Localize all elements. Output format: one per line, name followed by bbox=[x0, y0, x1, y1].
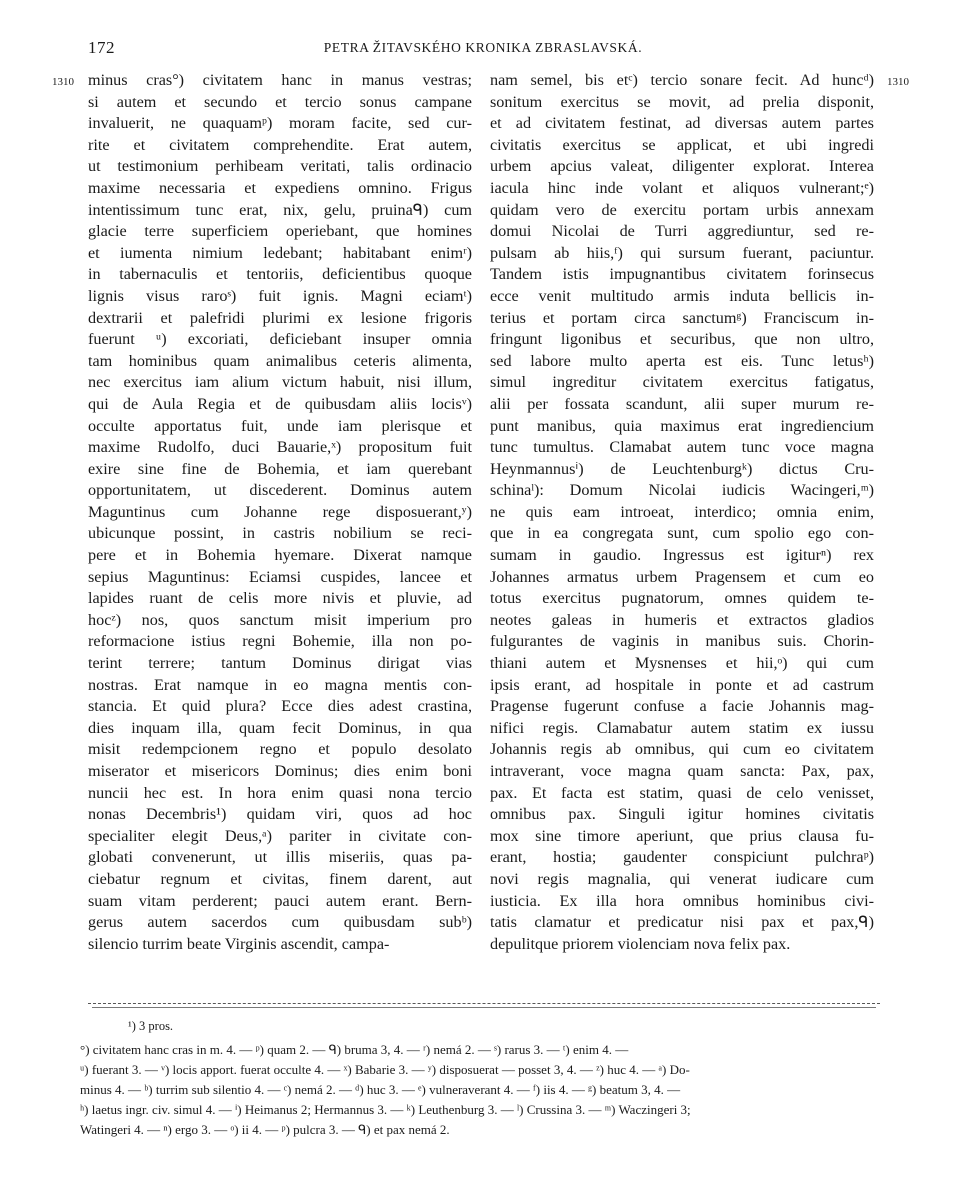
text-line: tam hominibus quam animalibus ceteris alimenta, bbox=[88, 351, 472, 370]
variant-note-line: °) civitatem hanc cras in m. 4. — ᵖ) quam 2. — ᑫ) bruma 3, 4. — ʳ) nemá 2. — ˢ) rarus 3. — ᵗ) enim 4. — bbox=[80, 1042, 629, 1057]
text-line: sed labore multo aperta est eis. Tunc letusʰ) bbox=[490, 351, 874, 370]
footnote-1: ¹) 3 pros. bbox=[128, 1019, 174, 1033]
text-line: Johannis regis ab omnibus, qui cum eo civitatem bbox=[490, 740, 874, 759]
text-line: terius et portam circa sanctumᵍ) Franciscum in- bbox=[490, 308, 874, 327]
text-line: misit redempcionem regno et populo desolato bbox=[88, 740, 472, 759]
text-line: intraverant, voce magna quam sancta: Pax, pax, bbox=[490, 762, 874, 780]
text-line: thiani autem et Mysnenses et hii,ᵒ) qui cum bbox=[490, 654, 874, 673]
variant-note-line: ʰ) laetus ingr. civ. simul 4. — ⁱ) Heimanus 2; Hermannus 3. — ᵏ) Leuthenburg 3. — ˡ) Crussina 3. — ᵐ) Waczingeri 3; bbox=[80, 1102, 691, 1117]
text-line: Johannes armatus urbem Pragensem et cum eo bbox=[490, 567, 874, 586]
text-line: suam vitam perderent; pauci autem erant. Bern- bbox=[88, 891, 472, 910]
right-text-column bbox=[490, 70, 874, 955]
footnote-separator-solid bbox=[92, 1007, 876, 1008]
text-line: Tandem istis impugnantibus civitatem forinsecus bbox=[490, 265, 874, 284]
text-line: globati convenerunt, ut illis miseriis, quas pa- bbox=[88, 848, 472, 867]
variant-note-line: minus 4. — ᵇ) turrim sub silentio 4. — ᶜ) nemá 2. — ᵈ) huc 3. — ᵉ) vulneraverant 4. — ᶠ) iis 4. — ᵍ) beatum 3, 4. — bbox=[80, 1082, 681, 1097]
text-line: novi regis magnalia, qui venerat iudicare cum bbox=[490, 869, 874, 888]
left-text-column bbox=[88, 70, 472, 955]
text-line: schinaˡ): Domum Nicolai iudicis Wacingeri,ᵐ) bbox=[490, 481, 874, 500]
text-line: ne quis eam introeat, interdico; omnia enim, bbox=[490, 502, 874, 521]
text-line: simul ingreditur civitatem exercitus fatigatus, bbox=[490, 373, 874, 392]
variant-note-line: ᵘ) fuerant 3. — ᵛ) locis apport. fuerat occulte 4. — ˣ) Babarie 3. — ʸ) disposuerat — posset 3, 4. — ᶻ) huc 4. — ᵃ) Do- bbox=[80, 1062, 690, 1077]
text-line: iusticia. Ex illa hora omnibus hominibus civi- bbox=[490, 891, 874, 910]
text-line: dextrarii et palefridi plurimi ex lesione frigoris bbox=[88, 308, 472, 327]
text-line: sepius Maguntinus: Eciamsi cuspides, lancee et bbox=[88, 567, 472, 586]
text-line: fulgurantes de vaginis in manibus suis. Chorin- bbox=[490, 632, 874, 651]
text-line: ecce venit multitudo armis induta bellicis in- bbox=[490, 286, 874, 305]
text-line: depulitque priorem violenciam nova felix pax. bbox=[490, 934, 791, 953]
text-line: totus exercitus pugnatorum, omnes quidem te- bbox=[490, 589, 874, 608]
text-line: fuerunt ᵘ) excoriati, deficiebant insuper omnia bbox=[88, 330, 472, 349]
text-line: et ad civitatem festinat, ad diversas autem partes bbox=[490, 114, 874, 133]
text-line: silencio turrim beate Virginis ascendit, campa- bbox=[88, 934, 390, 953]
text-line: mox sine timore aperiunt, que prius clausa fu- bbox=[490, 826, 874, 845]
text-line: ciebatur regnum et civitas, finem darent, aut bbox=[88, 869, 472, 888]
text-line: pax. Et facta est statim, quasi de celo venisset, bbox=[490, 783, 874, 802]
text-line: Maguntinus cum Johanne rege disposuerant,ʸ) bbox=[88, 502, 472, 521]
text-line: occulte apportatus fuit, unde iam plerisque et bbox=[88, 416, 472, 435]
text-line: lapides ruant de celis more nivis et pluvie, ad bbox=[88, 589, 472, 608]
text-line: nuncii hec est. In hora enim quasi nona tercio bbox=[88, 783, 472, 802]
text-line: fringunt ligonibus et securibus, que non ultro, bbox=[490, 330, 874, 349]
text-line: civitatis exercitus se applicat, et ubi ingredi bbox=[490, 135, 874, 154]
text-line: domui Nicolai de Turri aggrediuntur, sed re- bbox=[490, 222, 874, 241]
text-line: neotes galeas in humeris et extractos gladios bbox=[490, 610, 874, 629]
text-line: nonas Decembris¹) quidam viri, quos ad hoc bbox=[88, 805, 472, 824]
text-line: lignis visus raroˢ) fuit ignis. Magni eciamᵗ) bbox=[88, 286, 472, 305]
text-line: rite et civitatem comprehendite. Erat autem, bbox=[88, 135, 472, 154]
text-line: opportunitatem, ut discederent. Dominus autem bbox=[88, 481, 472, 500]
text-line: sumam in gaudio. Ingressus est igiturⁿ) rex bbox=[490, 546, 874, 565]
text-line: que in ea congregata sunt, cum spolio ego con- bbox=[490, 524, 874, 543]
text-line: quidam vero de exercitu portam urbis annexam bbox=[490, 200, 874, 219]
text-line: maxime Rudolfo, duci Bauarie,ˣ) propositum fuit bbox=[88, 438, 472, 457]
variant-notes bbox=[80, 1040, 880, 1140]
text-line: invaluerit, ne quaquamᵖ) moram facite, sed cur- bbox=[88, 114, 472, 133]
text-line: maxime necessaria et expediens omnino. Frigus bbox=[88, 178, 472, 197]
text-line: specialiter elegit Deus,ᵃ) pariter in civitate con- bbox=[88, 826, 472, 845]
text-line: dies inquam illa, quam fecit Dominus, in qua bbox=[88, 718, 472, 737]
text-line: nostras. Erat namque in eo magna mentis con- bbox=[88, 675, 472, 694]
text-line: glacie terre superficiem operiebant, que homines bbox=[88, 222, 472, 241]
text-line: et iumenta nimium ledebant; habitabant enimʳ) bbox=[88, 243, 472, 262]
text-line: tunc tumultus. Clamabat autem tunc voce magna bbox=[490, 438, 874, 457]
text-line: intentissimum tunc erat, nix, gelu, pruinaᑫ) cum bbox=[88, 200, 472, 219]
text-line: gerus autem sacerdos cum quibusdam subᵇ) bbox=[88, 913, 472, 932]
variant-note-line: Watingeri 4. — ⁿ) ergo 3. — ᵒ) ii 4. — ᵖ) pulcra 3. — ᑫ) et pax nemá 2. bbox=[80, 1122, 450, 1137]
text-line: si autem et secundo et tercio sonus campane bbox=[88, 92, 472, 111]
text-line: terint terrere; tantum Dominus dirigat vias bbox=[88, 654, 472, 673]
text-line: minus cras°) civitatem hanc in manus vestras; bbox=[88, 71, 472, 89]
text-line: urbem apcius valeat, diligenter explorat. Interea bbox=[490, 157, 874, 176]
text-line: stancia. Et quid plura? Ecce dies adest crastina, bbox=[88, 697, 472, 716]
text-line: hocᶻ) nos, quos sanctum misit imperium pro bbox=[88, 610, 472, 629]
text-line: ut testimonium perhibeam veritati, talis ordinacio bbox=[88, 157, 472, 176]
text-line: nam semel, bis etᶜ) tercio sonare fecit. Ad huncᵈ) bbox=[490, 71, 874, 89]
text-line: reformacione istius regni Bohemie, illa non po- bbox=[88, 632, 472, 651]
text-line: Pragense fugerunt confuse a facie Johannis mag- bbox=[490, 697, 874, 716]
running-title: PETRA ŽITAVSKÉHO KRONIKA ZBRASLAVSKÁ. bbox=[323, 40, 643, 55]
text-line: nifici regis. Clamabatur autem statim ex iussu bbox=[490, 718, 874, 737]
text-line: ubicunque possint, in castris nobilium se reci- bbox=[88, 524, 472, 543]
text-line: exire sine fine de Bohemia, et iam querebant bbox=[88, 459, 472, 478]
text-line: sonitum exercitus se movit, ad prelia disponit, bbox=[490, 92, 874, 111]
text-line: omnibus pax. Singuli igitur homines civitatis bbox=[490, 805, 874, 824]
text-line: pere et in Bohemia hyemare. Dixerat namque bbox=[88, 546, 472, 565]
text-line: miserator et misericors Dominus; dies enim boni bbox=[88, 762, 472, 780]
running-head bbox=[88, 38, 878, 62]
margin-year-right: 1310 bbox=[887, 76, 909, 88]
text-line: qui de Aula Regia et de quibusdam aliis locisᵛ) bbox=[88, 394, 472, 413]
text-line: pulsam ab hiis,ᶠ) qui sursum fuerant, paciuntur. bbox=[490, 243, 874, 262]
footnote-separator-dashed bbox=[88, 1003, 880, 1004]
text-line: nec exercitus iam alium victum habuit, nisi illum, bbox=[88, 373, 472, 392]
margin-year-left: 1310 bbox=[52, 76, 74, 88]
text-line: tatis clamatur et predicatur nisi pax et pax,ᑫ) bbox=[490, 913, 874, 932]
text-line: iacula hinc inde volant et aliquos vulnerant;ᵉ) bbox=[490, 178, 874, 197]
page-number: 172 bbox=[88, 38, 115, 57]
text-line: erant, hostia; gaudenter conspiciunt pulchraᵖ) bbox=[490, 848, 874, 867]
text-line: in tabernaculis et tentoriis, deficientibus quoque bbox=[88, 265, 472, 284]
text-line: punt manibus, quia maximus erat ingrediencium bbox=[490, 416, 874, 435]
text-line: ipsis erant, ad hospitale in ponte et ad castrum bbox=[490, 675, 874, 694]
text-line: alii per fossata scandunt, alii super murum re- bbox=[490, 394, 874, 413]
text-line: Heynmannusⁱ) de Leuchtenburgᵏ) dictus Cru- bbox=[490, 459, 874, 478]
